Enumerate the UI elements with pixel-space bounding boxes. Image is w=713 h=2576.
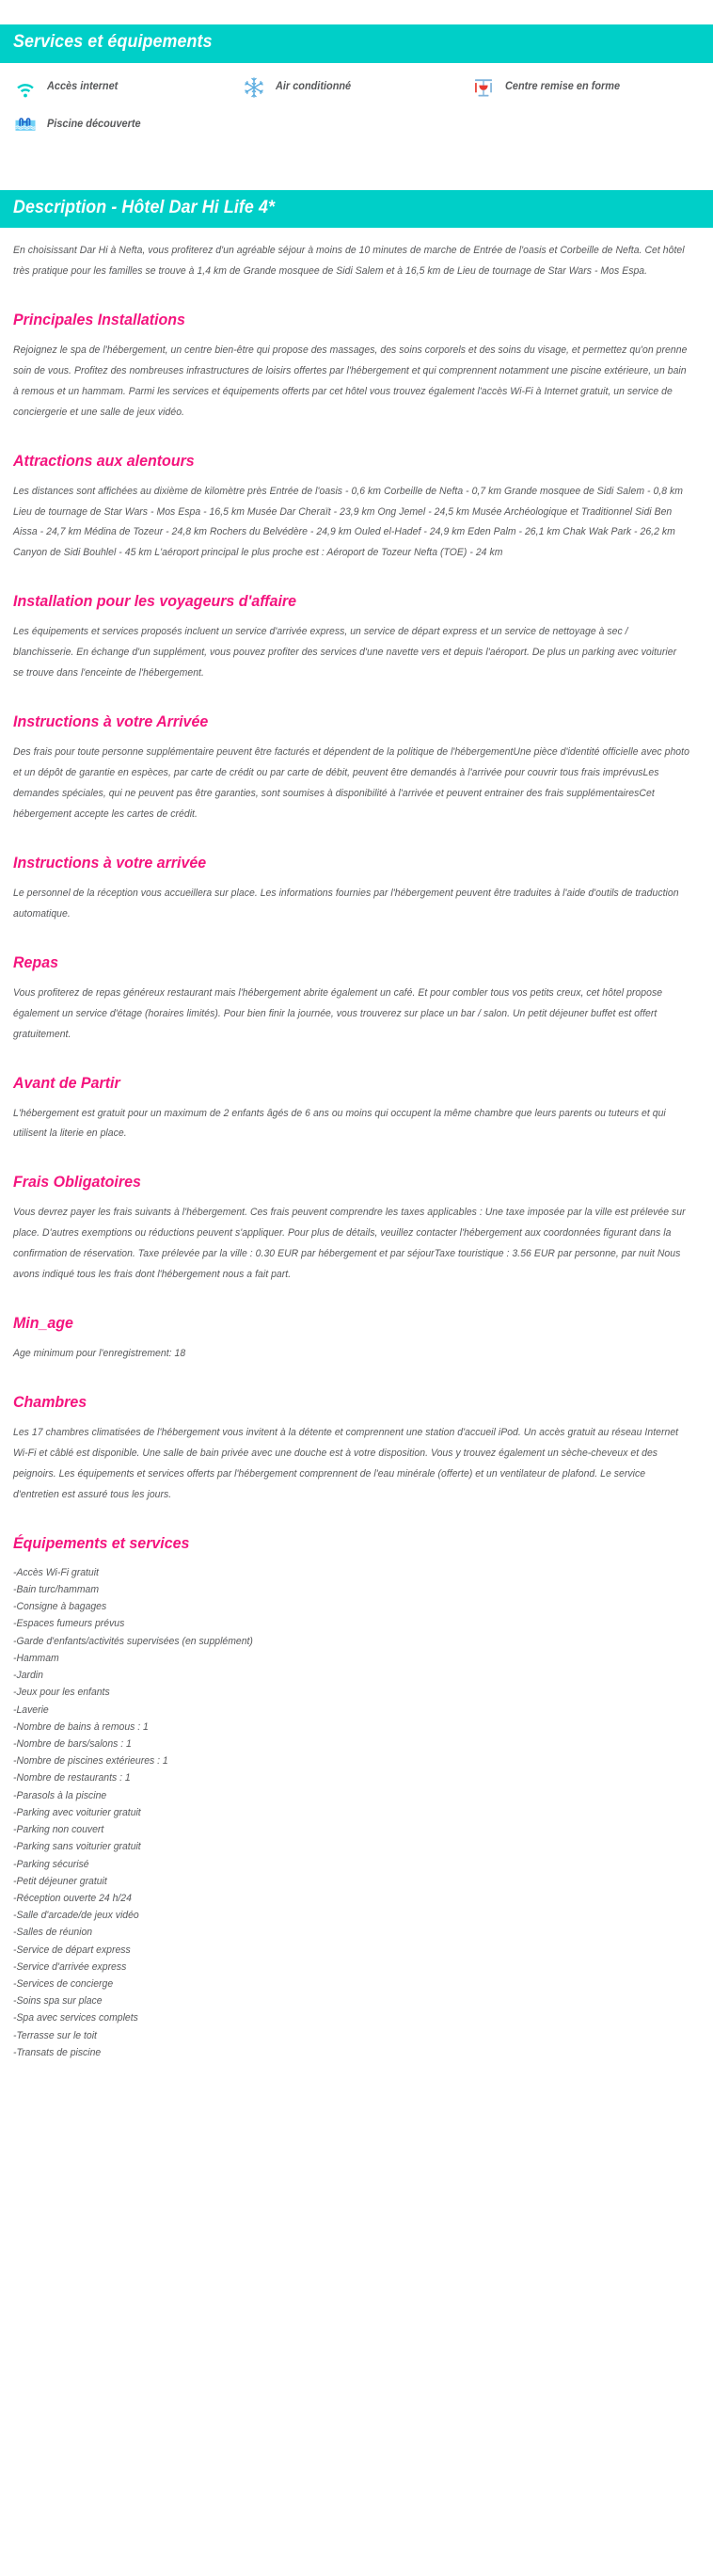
- description-intro-paragraph: En choisissant Dar Hi à Nefta, vous profiterez d'un agréable séjour à moins de 10 minutes de marche de Entrée de l'oasis et Corbeille de Nefta. Cet hôtel très pratique pour les familles se trouve à 1,4 km de Grande mosquee de Sidi Salem et à 16,5 km de Lieu de tournage de Star Wars - Mos Espa.: [13, 245, 685, 277]
- heading-instructions-arrivee-lower: Instructions à votre arrivée: [13, 853, 207, 872]
- list-item: -Spa avec services complets: [13, 2012, 138, 2024]
- list-item: -Parking avec voiturier gratuit: [13, 1806, 141, 1818]
- list-item: -Consigne à bagages: [13, 1601, 107, 1613]
- list-item: -Nombre de piscines extérieures : 1: [13, 1755, 168, 1768]
- heading-instructions-arrivee-upper: Instructions à votre Arrivée: [13, 712, 209, 731]
- list-item: -Transats de piscine: [13, 2046, 102, 2058]
- heading-min-age: Min_age: [13, 1314, 73, 1333]
- paragraph-repas: Vous profiterez de repas généreux restaurant mais l'hébergement abrite également un café. Et pour combler tous vos petits creux, cet hôtel propose également un service d'étage (horaires limités). Pour bien finir la journée, vous trouverez sur place un bar / salon. Un petit déjeuner buffet est offert gratuitement.: [13, 986, 663, 1040]
- heading-chambres: Chambres: [13, 1393, 87, 1412]
- bottom-spacer: [13, 2061, 700, 2080]
- list-item: -Jeux pour les enfants: [13, 1687, 110, 1699]
- paragraph-frais-obligatoires: Vous devrez payer les frais suivants à l'hébergement. Ces frais peuvent comprendre les taxes applicables : Une taxe imposée par la ville est prélevée sur place. D'autres exemptions ou réductions peuvent s'appliquer. Pour plus de détails, veuillez contacter l'hébergement aux coordonnées figurant dans la confirmation de réservation. Taxe prélevée par la ville : 0.30 EUR par hébergement et par séjourTaxe touristique : 3.56 EUR par personne, par nuit Nous avons indiqué tous les frais dont l'hébergement nous a fait part.: [13, 1207, 686, 1281]
- heading-frais-obligatoires: Frais Obligatoires: [13, 1173, 141, 1192]
- description-banner-title: Description - Hôtel Dar Hi Life 4*: [13, 197, 276, 217]
- snowflake-icon: [242, 75, 266, 100]
- list-item: -Service d'arrivée express: [13, 1960, 127, 1973]
- list-item: -Accès Wi-Fi gratuit: [13, 1566, 99, 1578]
- paragraph-instructions-arrivee-upper: Des frais pour toute personne supplémentaire peuvent être facturés et dépendent de la politique de l'hébergementUne pièce d'identité officielle avec photo et un dépôt de garantie en espèces, par carte de crédit ou par carte de débit, peuvent être demandés à l'arrivée pour couvrir tous frais imprévusLes demandes spéciales, qui ne peuvent pas être garanties, sont soumises à disponibilité à l'arrivée et peuvent entrainer des frais supplémentairesCet hébergement accepte les cartes de crédit.: [13, 746, 689, 820]
- paragraph-instructions-arrivee-lower: Le personnel de la réception vous accueillera sur place. Les informations fournies par l'hébergement peuvent être traduites à l'aide d'outils de traduction automatique.: [13, 887, 679, 920]
- heading-principales-installations: Principales Installations: [13, 310, 185, 328]
- amenity-item-air-conditioning: [242, 75, 470, 100]
- list-item: -Réception ouverte 24 h/24: [13, 1892, 132, 1904]
- list-item: -Parking sécurisé: [13, 1858, 89, 1870]
- services-banner-title: Services et équipements: [13, 32, 213, 52]
- heading-installation-voyageurs-affaire: Installation pour les voyageurs d'affaire: [13, 592, 297, 611]
- heading-equipements-et-services: Équipements et services: [13, 1533, 190, 1552]
- paragraph-installation-voyageurs-affaire: Les équipements et services proposés incluent un service d'arrivée express, un service de départ express et un service de nettoyage à sec / blanchisserie. En échange d'un supplément, vous pouvez profiter des services d'une navette vers et depuis l'aéroport. De plus un parking avec voiturier se trouve dans l'enceinte de l'hébergement.: [13, 626, 677, 680]
- list-item: -Espaces fumeurs prévus: [13, 1618, 125, 1630]
- description-banner: [0, 190, 713, 229]
- description-content: [0, 241, 713, 2080]
- list-item: -Salle d'arcade/de jeux vidéo: [13, 1910, 139, 1922]
- amenities-grid: [0, 63, 713, 147]
- amenity-item-empty: [471, 113, 700, 137]
- gym-icon: [471, 75, 496, 100]
- amenity-item-fitness-center: [471, 75, 700, 100]
- amenity-row: [13, 75, 700, 100]
- list-item: -Services de concierge: [13, 1978, 114, 1991]
- list-item: -Laverie: [13, 1704, 49, 1716]
- paragraph-avant-de-partir: L'hébergement est gratuit pour un maximum de 2 enfants âgés de 6 ans ou moins qui occupent la même chambre que leurs parents ou tuteurs et qui utilisent la literie en place.: [13, 1107, 666, 1140]
- list-item: -Service de départ express: [13, 1944, 131, 1956]
- paragraph-min-age: Age minimum pour l'enregistrement: 18: [13, 1348, 186, 1360]
- heading-avant-de-partir: Avant de Partir: [13, 1073, 120, 1092]
- list-item: -Parking sans voiturier gratuit: [13, 1841, 141, 1853]
- list-item: -Nombre de bains à remous : 1: [13, 1720, 149, 1733]
- amenity-label: Air conditionné: [276, 81, 352, 93]
- paragraph-principales-installations: Rejoignez le spa de l'hébergement, un centre bien-être qui propose des massages, des soins corporels et des soins du visage, et permettez qu'on prenne soin de vous. Profitez des nombreuses infrastructures de loisirs offertes par l'hébergement et qui comprennent notamment une piscine extérieure, un bain à remous et un hammam. Parmi les services et équipements offerts par cet hôtel vous trouvez également l'accès Wi-Fi à Internet gratuit, un service de conciergerie et une salle de jeux vidéo.: [13, 344, 688, 418]
- paragraph-chambres: Les 17 chambres climatisées de l'hébergement vous invitent à la détente et comprennent une station d'accueil iPod. Un accès gratuit au réseau Internet Wi-Fi et câblé est disponible. Une salle de bain privée avec une douche est à votre disposition. Vous y trouvez également un sèche-cheveux et des peignoirs. Les équipements et services offerts par l'hébergement comprennent de l'eau minérale (offerte) et un ventilateur de plafond. Le service d'entretien est assuré tous les jours.: [13, 1427, 679, 1500]
- section-spacer: [0, 147, 713, 190]
- amenity-item-empty: [242, 113, 470, 137]
- heading-attractions-aux-alentours: Attractions aux alentours: [13, 451, 195, 470]
- list-item: -Petit déjeuner gratuit: [13, 1875, 107, 1887]
- list-item: -Hammam: [13, 1652, 59, 1664]
- list-item: -Nombre de restaurants : 1: [13, 1772, 131, 1784]
- paragraph-attractions-aux-alentours: Les distances sont affichées au dixième de kilomètre près Entrée de l'oasis - 0,6 km Corbeille de Nefta - 0,7 km Grande mosquee de Sidi Salem - 0,8 km Lieu de tournage de Star Wars - Mos Espa - 16,5 km Musée Dar Cheraït - 23,9 km Ong Jemel - 24,5 km Musée Archéologique et Traditionnel Sidi Ben Aissa - 24,7 km Médina de Tozeur - 24,8 km Rochers du Belvédère - 24,9 km Ouled el-Hadef - 24,9 km Eden Palm - 26,1 km Chak Wak Park - 26,2 km Canyon de Sidi Bouhlel - 45 km L'aéroport principal le plus proche est : Aéroport de Tozeur Nefta (TOE) - 24 km: [13, 485, 684, 559]
- list-item: -Parasols à la piscine: [13, 1789, 107, 1801]
- list-item: -Salles de réunion: [13, 1927, 93, 1939]
- top-spacer: [0, 0, 713, 24]
- wifi-icon: [13, 75, 38, 100]
- list-item: -Terrasse sur le toit: [13, 2029, 97, 2041]
- list-item: -Nombre de bars/salons : 1: [13, 1737, 132, 1750]
- list-item: -Soins spa sur place: [13, 1995, 103, 2008]
- list-item: -Parking non couvert: [13, 1824, 104, 1836]
- amenity-item-wifi: [13, 75, 242, 100]
- amenity-row: [13, 113, 700, 137]
- amenity-label: Piscine découverte: [47, 119, 141, 131]
- services-banner: [0, 24, 713, 63]
- amenity-item-outdoor-pool: [13, 113, 242, 137]
- pool-icon: [13, 113, 38, 137]
- amenity-label: Centre remise en forme: [504, 81, 620, 93]
- equipment-services-list: [13, 1564, 700, 2061]
- list-item: -Jardin: [13, 1670, 43, 1682]
- list-item: -Bain turc/hammam: [13, 1584, 100, 1596]
- amenity-label: Accès internet: [47, 81, 119, 93]
- list-item: -Garde d'enfants/activités supervisées (en supplément): [13, 1635, 253, 1647]
- heading-repas: Repas: [13, 952, 58, 971]
